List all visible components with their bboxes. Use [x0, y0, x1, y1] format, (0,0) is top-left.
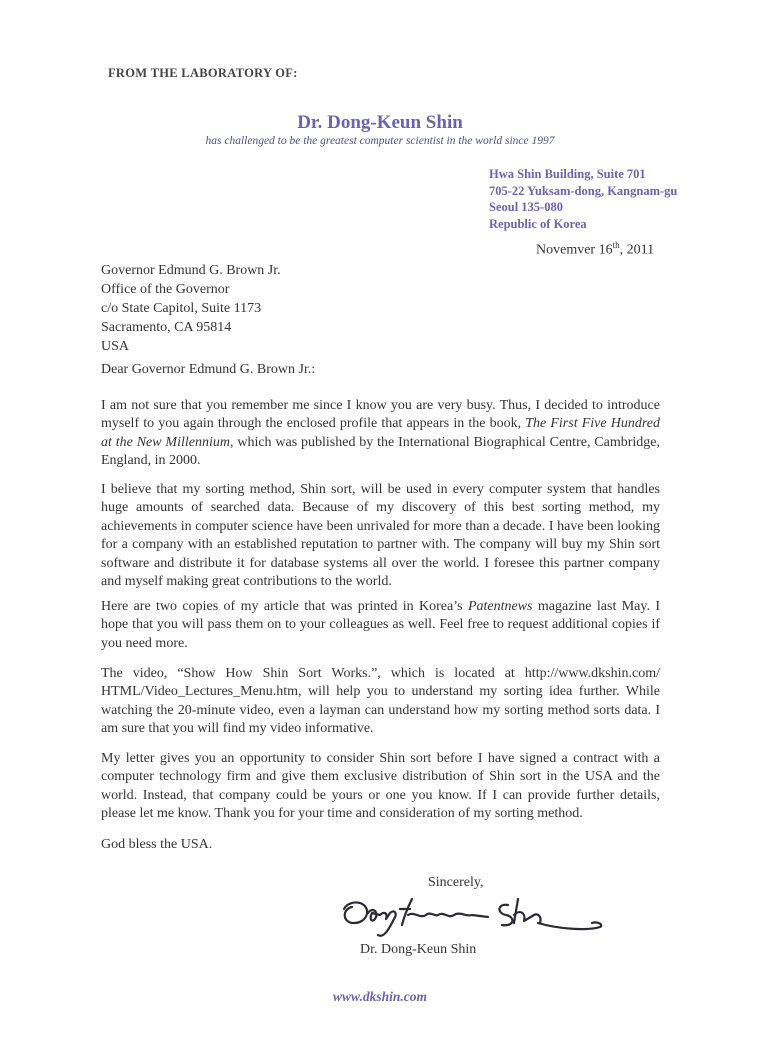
letter-date	[536, 240, 654, 259]
address-line: Republic of Korea	[489, 216, 587, 231]
paragraph-text: magazine last May. I hope that you will pass them on to your colleagues as well. Feel free to request additional copies if you need more.	[101, 599, 660, 651]
date-month-day: Novemver 16	[536, 242, 613, 258]
address-line: Hwa Shin Building, Suite 701	[489, 167, 646, 181]
body-paragraph-3	[101, 598, 660, 653]
recipient-line: Sacramento, CA 95814	[101, 320, 232, 335]
paragraph-text: I am not sure that you remember me since I know you are very busy. Thus, I decided to introduce myself to you again through the enclosed profile that appears in the book,	[101, 398, 660, 432]
website-link[interactable]: www.dkshin.com	[332, 989, 428, 1004]
paragraph-text: Here are two copies of my article that was printed in Korea’s	[101, 599, 468, 614]
author-name: Dr. Dong-Keun Shin	[297, 112, 463, 133]
body-paragraph-4: The video, “Show How Shin Sort Works.”, which is located at http://www.dkshin.com/ HTML/Video_Lectures_Menu.htm, will help you to understand my sorting idea further. While watching the 20-minute video, even a layman can understand how my sorting method sorts data. I am sure that you will find my video informative.	[101, 666, 660, 737]
closing-blessing: God bless the USA.	[101, 837, 213, 852]
date-suffix: th	[612, 240, 620, 250]
address-line: 705-22 Yuksam-dong, Kangnam-gu	[489, 183, 678, 198]
recipient-address	[101, 261, 281, 356]
body-paragraph-1	[101, 397, 660, 471]
recipient-line: c/o State Capitol, Suite 1173	[101, 301, 262, 316]
signer-name: Dr. Dong-Keun Shin	[360, 942, 477, 957]
address-line: Seoul 135-080	[489, 200, 563, 214]
date-year: , 2011	[619, 242, 655, 258]
body-paragraph-2: I believe that my sorting method, Shin sort, will be used in every computer system that handles huge amounts of searched data. Because of my discovery of this best sorting method, my achievements in computer science have been unrivaled for more than a decade. I have been looking for a company with an established reputation to partner with. The company will buy my Shin sort software and distribute it for database systems all over the world. I foresee this partner company and myself making great contributions to the world.	[101, 482, 660, 590]
book-title: The First Five Hundred at the New Millennium	[101, 416, 660, 450]
salutation: Dear Governor Edmund G. Brown Jr.:	[101, 362, 316, 377]
paragraph-text: , which was published by the International Biographical Centre, Cambridge, England, in 2000.	[101, 434, 661, 469]
recipient-line: Governor Edmund G. Brown Jr.	[101, 263, 281, 278]
handwritten-signature	[338, 893, 608, 943]
lab-header: FROM THE LABORATORY OF:	[108, 66, 298, 80]
recipient-line: USA	[101, 339, 130, 354]
magazine-title: Patentnews	[467, 599, 533, 614]
recipient-line: Office of the Governor	[101, 282, 230, 297]
body-paragraph-5: My letter gives you an opportunity to consider Shin sort before I have signed a contract with a computer technology firm and give them exclusive distribution of Shin sort in the USA and the world. Instead, that company could be yours or one you know. If I can provide further details, please let me know. Thank you for your time and consideration of my sorting method.	[101, 751, 660, 822]
sender-address	[489, 166, 677, 232]
closing: Sincerely,	[428, 875, 484, 890]
author-tagline: has challenged to be the greatest computer scientist in the world since 1997	[205, 135, 555, 147]
